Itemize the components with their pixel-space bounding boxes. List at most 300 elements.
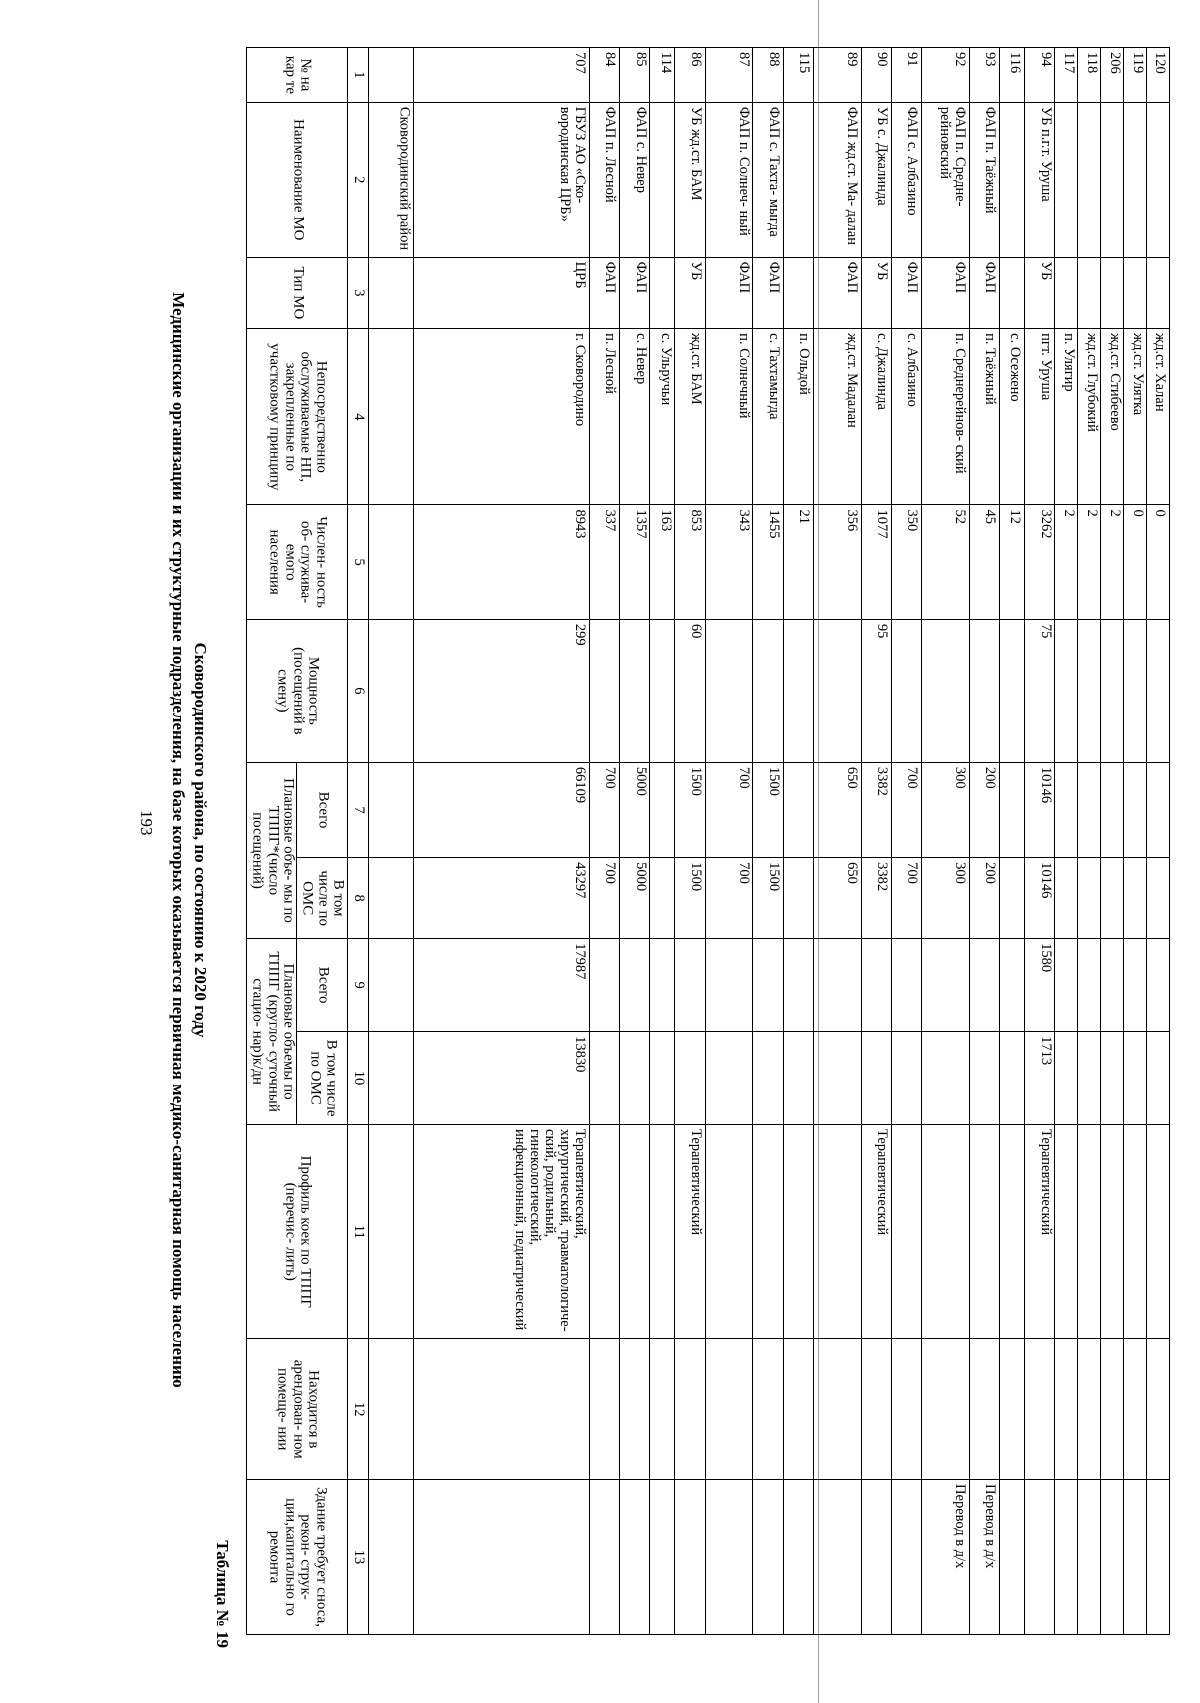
- table-cell: [999, 1032, 1024, 1125]
- table-cell: [1055, 858, 1078, 939]
- table-cell: [705, 1032, 753, 1125]
- table-cell: с. Тахтамыгда: [753, 329, 783, 505]
- table-cell: 299: [413, 619, 589, 762]
- table-cell: [1124, 762, 1147, 857]
- table-cell: [1146, 257, 1169, 328]
- table-cell: 116: [999, 48, 1024, 103]
- table-cell: УБ: [1025, 257, 1055, 328]
- table-row: [753, 48, 783, 1635]
- table-cell: [813, 1032, 861, 1125]
- table-cell: жд.ст. Улятка: [1124, 329, 1147, 505]
- table-cell: 1713: [1025, 1032, 1055, 1125]
- table-cell: 60: [675, 619, 705, 762]
- table-cell: 1580: [1025, 939, 1055, 1032]
- table-cell: 1500: [753, 762, 783, 857]
- table-cell: [861, 1339, 891, 1480]
- table-cell: [969, 1339, 999, 1480]
- table-cell: [783, 1032, 813, 1125]
- header-visits-oms: В том числе по ОМС: [297, 858, 347, 939]
- table-row: [999, 48, 1024, 1635]
- table-cell: [813, 939, 861, 1032]
- table-cell: [783, 1339, 813, 1480]
- table-cell: [1101, 762, 1124, 857]
- table-cell: [783, 858, 813, 939]
- table-cell: [1078, 858, 1101, 939]
- table-row: [969, 48, 999, 1635]
- table-cell: Терапевтический, хирургический, травматологиче- ский, родильный, гинекологический, инфекционный, педиатрический: [413, 1125, 589, 1339]
- table-cell: 90: [861, 48, 891, 103]
- table-cell: [368, 619, 413, 762]
- table-cell: УБ: [675, 257, 705, 328]
- table-cell: ФАП п. Солнеч- ный: [705, 102, 753, 257]
- table-row: [675, 48, 705, 1635]
- table-cell: [999, 1125, 1024, 1339]
- table-cell: 21: [783, 505, 813, 619]
- table-cell: [1101, 102, 1124, 257]
- table-cell: 5000: [620, 858, 650, 939]
- table-cell: ФАП жд.ст. Ма- далан: [813, 102, 861, 257]
- table-cell: [783, 619, 813, 762]
- table-cell: [1146, 939, 1169, 1032]
- table-cell: ФАП: [969, 257, 999, 328]
- header-bed-profile: Профиль коек по ТППГ (перечис- лить): [247, 1125, 348, 1339]
- table-cell: [999, 858, 1024, 939]
- column-number: 9: [347, 939, 368, 1032]
- table-cell: [368, 1125, 413, 1339]
- table-cell: ФАП: [705, 257, 753, 328]
- table-cell: [1055, 1480, 1078, 1635]
- table-row: [783, 48, 813, 1635]
- table-cell: жд.ст. Стибеево: [1101, 329, 1124, 505]
- table-cell: п. Среднерейнов- ский: [921, 329, 969, 505]
- table-cell: 84: [589, 48, 619, 103]
- column-number-row: [347, 48, 368, 1635]
- table-cell: [783, 762, 813, 857]
- table-cell: 700: [589, 858, 619, 939]
- table-cell: 89: [813, 48, 861, 103]
- table-cell: УБ п.г.т. Уруша: [1025, 102, 1055, 257]
- table-row: [861, 48, 891, 1635]
- table-cell: [1101, 1339, 1124, 1480]
- table-cell: [1101, 939, 1124, 1032]
- table-cell: [1124, 1032, 1147, 1125]
- column-number: 10: [347, 1032, 368, 1125]
- table-cell: [368, 505, 413, 619]
- table-cell: [413, 1339, 589, 1480]
- header-mo-name: Наименование МО: [247, 102, 348, 257]
- table-cell: ФАП п. Средне- рейновский: [921, 102, 969, 257]
- table-cell: [813, 1339, 861, 1480]
- table-cell: [1055, 939, 1078, 1032]
- table-cell: ФАП с. Невер: [620, 102, 650, 257]
- table-cell: [1078, 257, 1101, 328]
- table-cell: пгт. Уруша: [1025, 329, 1055, 505]
- table-cell: 163: [650, 505, 675, 619]
- table-cell: 200: [969, 762, 999, 857]
- header-hospital-group: Плановые объемы по ТППГ (кругло- суточный стацио- нар)к/дн: [247, 939, 297, 1125]
- table-cell: [1124, 1339, 1147, 1480]
- table-cell: [1078, 1480, 1101, 1635]
- table-cell: 8943: [413, 505, 589, 619]
- table-cell: [650, 1480, 675, 1635]
- table-cell: 118: [1078, 48, 1101, 103]
- table-cell: 117: [1055, 48, 1078, 103]
- table-cell: Терапевтический: [861, 1125, 891, 1339]
- table-cell: [1124, 257, 1147, 328]
- table-cell: [368, 1480, 413, 1635]
- table-cell: ФАП: [620, 257, 650, 328]
- table-cell: [1055, 1032, 1078, 1125]
- table-cell: [589, 1125, 619, 1339]
- table-cell: [368, 858, 413, 939]
- table-cell: [1101, 1125, 1124, 1339]
- table-cell: 300: [921, 858, 969, 939]
- table-cell: 17987: [413, 939, 589, 1032]
- table-cell: [1078, 619, 1101, 762]
- table-cell: [783, 1480, 813, 1635]
- table-cell: 87: [705, 48, 753, 103]
- table-cell: 700: [705, 762, 753, 857]
- header-visits-group: Плановые объе- мы по ТППГ*(число посещений): [247, 762, 297, 938]
- column-number: 1: [347, 48, 368, 103]
- table-cell: УБ с. Джалинда: [861, 102, 891, 257]
- table-cell: 10146: [1025, 858, 1055, 939]
- table-cell: [999, 762, 1024, 857]
- table-cell: [675, 1339, 705, 1480]
- table-cell: [368, 48, 413, 103]
- table-cell: [705, 1339, 753, 1480]
- table-row: [1055, 48, 1078, 1635]
- table-cell: 700: [589, 762, 619, 857]
- table-cell: [1101, 1480, 1124, 1635]
- table-cell: [753, 1125, 783, 1339]
- table-cell: УБ жд.ст. БАМ: [675, 102, 705, 257]
- table-cell: 0: [1146, 505, 1169, 619]
- table-cell: [620, 619, 650, 762]
- table-cell: 853: [675, 505, 705, 619]
- table-cell: 52: [921, 505, 969, 619]
- table-cell: [650, 1125, 675, 1339]
- table-cell: п. Таёжный: [969, 329, 999, 505]
- table-cell: [589, 939, 619, 1032]
- table-cell: [999, 257, 1024, 328]
- table-cell: [1146, 619, 1169, 762]
- table-cell: [921, 1032, 969, 1125]
- table-cell: 10146: [1025, 762, 1055, 857]
- header-visits-total: Всего: [297, 762, 347, 857]
- table-cell: [1078, 939, 1101, 1032]
- table-cell: [589, 1480, 619, 1635]
- table-cell: [999, 939, 1024, 1032]
- table-cell: [1146, 1339, 1169, 1480]
- table-cell: 343: [705, 505, 753, 619]
- table-cell: [969, 1125, 999, 1339]
- facilities-table: [246, 47, 1170, 1635]
- table-cell: с. Джалинда: [861, 329, 891, 505]
- table-cell: [861, 1480, 891, 1635]
- table-cell: 1455: [753, 505, 783, 619]
- table-cell: Перевод в д/х: [969, 1480, 999, 1635]
- table-cell: [921, 619, 969, 762]
- table-cell: ФАП: [891, 257, 921, 328]
- table-cell: [891, 939, 921, 1032]
- table-cell: [1055, 619, 1078, 762]
- table-cell: [753, 1339, 783, 1480]
- table-cell: [705, 619, 753, 762]
- table-cell: [1124, 619, 1147, 762]
- table-cell: г. Сковородино: [413, 329, 589, 505]
- table-cell: [861, 939, 891, 1032]
- table-cell: [650, 939, 675, 1032]
- table-cell: 75: [1025, 619, 1055, 762]
- document-subtitle: Сковородинского района, по состоянию к 2020 году: [191, 642, 210, 1038]
- table-cell: [753, 1480, 783, 1635]
- table-cell: [1078, 1125, 1101, 1339]
- table-cell: 3262: [1025, 505, 1055, 619]
- table-cell: [650, 1032, 675, 1125]
- table-cell: [368, 1032, 413, 1125]
- table-cell: [969, 939, 999, 1032]
- table-cell: 12: [999, 505, 1024, 619]
- table-cell: с. Невер: [620, 329, 650, 505]
- column-number: 11: [347, 1125, 368, 1339]
- table-cell: [1146, 1480, 1169, 1635]
- table-cell: 0: [1124, 505, 1147, 619]
- table-cell: 95: [861, 619, 891, 762]
- table-cell: 3382: [861, 762, 891, 857]
- table-cell: Сковородинский район: [368, 102, 413, 257]
- table-cell: [589, 1032, 619, 1125]
- table-cell: [368, 939, 413, 1032]
- header-capacity: Мощность (посещений в смену): [247, 619, 348, 762]
- table-cell: 43297: [413, 858, 589, 939]
- table-cell: [1146, 1125, 1169, 1339]
- table-cell: 85: [620, 48, 650, 103]
- header-map-number: № на кар те: [247, 48, 348, 103]
- table-cell: [891, 1339, 921, 1480]
- table-cell: [891, 1480, 921, 1635]
- table-cell: [1078, 1339, 1101, 1480]
- table-cell: 1500: [675, 762, 705, 857]
- table-row: [413, 48, 589, 1635]
- table-cell: [1025, 1480, 1055, 1635]
- table-cell: [1055, 1339, 1078, 1480]
- table-cell: 337: [589, 505, 619, 619]
- table-cell: [753, 1032, 783, 1125]
- table-cell: [650, 102, 675, 257]
- table-cell: [1146, 762, 1169, 857]
- table-cell: 650: [813, 858, 861, 939]
- table-cell: ФАП п. Лесной: [589, 102, 619, 257]
- header-repair-needed: Здание требует сноса, рекон- струк- ции,капитально го ремонта: [247, 1480, 348, 1635]
- table-cell: [783, 939, 813, 1032]
- table-cell: [1124, 102, 1147, 257]
- table-cell: 119: [1124, 48, 1147, 103]
- table-cell: 206: [1101, 48, 1124, 103]
- table-cell: [891, 619, 921, 762]
- header-hospital-oms: В том числе по ОМС: [297, 1032, 347, 1125]
- table-cell: [1055, 1125, 1078, 1339]
- table-cell: [1124, 1125, 1147, 1339]
- table-cell: [891, 1125, 921, 1339]
- table-cell: 120: [1146, 48, 1169, 103]
- table-cell: 92: [921, 48, 969, 103]
- table-cell: [368, 329, 413, 505]
- header-rented: Находится в арендован- ном помеще- нии: [247, 1339, 348, 1480]
- table-cell: 66109: [413, 762, 589, 857]
- table-cell: [620, 1032, 650, 1125]
- table-cell: жд.ст. Мадалан: [813, 329, 861, 505]
- table-cell: [1146, 858, 1169, 939]
- table-row: [589, 48, 619, 1635]
- table-cell: жд.ст. Глубокий: [1078, 329, 1101, 505]
- table-cell: 300: [921, 762, 969, 857]
- table-cell: [413, 1480, 589, 1635]
- table-cell: [999, 1480, 1024, 1635]
- column-number: 13: [347, 1480, 368, 1635]
- table-cell: [1101, 1032, 1124, 1125]
- table-cell: [1124, 1480, 1147, 1635]
- table-cell: [620, 1480, 650, 1635]
- table-cell: [783, 1125, 813, 1339]
- table-cell: [675, 1032, 705, 1125]
- table-cell: [783, 102, 813, 257]
- table-cell: [650, 257, 675, 328]
- table-cell: ФАП п. Таёжный: [969, 102, 999, 257]
- table-cell: [813, 1480, 861, 1635]
- table-cell: [921, 939, 969, 1032]
- table-cell: 45: [969, 505, 999, 619]
- table-cell: Перевод в д/х: [921, 1480, 969, 1635]
- table-cell: [368, 762, 413, 857]
- table-cell: 2: [1101, 505, 1124, 619]
- table-cell: 91: [891, 48, 921, 103]
- table-cell: жд.ст. БАМ: [675, 329, 705, 505]
- table-cell: [1101, 619, 1124, 762]
- table-cell: [1124, 939, 1147, 1032]
- table-cell: [1055, 102, 1078, 257]
- table-cell: [1025, 1339, 1055, 1480]
- table-cell: ФАП: [813, 257, 861, 328]
- table-cell: [1124, 858, 1147, 939]
- table-cell: [705, 1480, 753, 1635]
- table-body: [368, 48, 1170, 1635]
- table-cell: [650, 1339, 675, 1480]
- table-label: Таблица № 19: [213, 1540, 232, 1648]
- table-cell: [705, 1125, 753, 1339]
- column-number: 2: [347, 102, 368, 257]
- table-cell: 1077: [861, 505, 891, 619]
- column-number: 6: [347, 619, 368, 762]
- column-number: 3: [347, 257, 368, 328]
- header-hospital-total: Всего: [297, 939, 347, 1032]
- table-cell: [1055, 257, 1078, 328]
- table-cell: [368, 1339, 413, 1480]
- table-cell: ЦРБ: [413, 257, 589, 328]
- table-cell: 115: [783, 48, 813, 103]
- table-cell: [589, 619, 619, 762]
- table-cell: [999, 619, 1024, 762]
- table-row: [891, 48, 921, 1635]
- column-number: 5: [347, 505, 368, 619]
- table-row: [368, 48, 413, 1635]
- table-cell: [620, 939, 650, 1032]
- table-cell: с. Ульручьи: [650, 329, 675, 505]
- table-cell: ГБУЗ АО «Ско- вородинская ЦРБ»: [413, 102, 589, 257]
- table-cell: [368, 257, 413, 328]
- table-cell: [589, 1339, 619, 1480]
- table-cell: 13830: [413, 1032, 589, 1125]
- table-cell: п. Солнечный: [705, 329, 753, 505]
- table-cell: [813, 1125, 861, 1339]
- table-cell: 1500: [675, 858, 705, 939]
- table-cell: ФАП с. Албазино: [891, 102, 921, 257]
- table-cell: ФАП: [921, 257, 969, 328]
- table-cell: [675, 1480, 705, 1635]
- table-row: [650, 48, 675, 1635]
- table-cell: с. Осежено: [999, 329, 1024, 505]
- table-cell: [753, 939, 783, 1032]
- table-cell: ФАП с. Тахта- мыгда: [753, 102, 783, 257]
- header-mo-type: Тип МО: [247, 257, 348, 328]
- document-title: Медицинские организации и их структурные подразделения, на базе которых оказывается первичная медико-санитарная помощь населению: [169, 292, 188, 1388]
- column-number: 8: [347, 858, 368, 939]
- table-cell: 1500: [753, 858, 783, 939]
- table-cell: жд.ст. Халан: [1146, 329, 1169, 505]
- table-row: [1101, 48, 1124, 1635]
- table-cell: [753, 619, 783, 762]
- table-cell: 3382: [861, 858, 891, 939]
- column-number: 12: [347, 1339, 368, 1480]
- table-row: [705, 48, 753, 1635]
- header-served-settlements: Непосредственно обслуживаемые НП, закрепленные по участковому принципу: [247, 329, 348, 505]
- table-cell: [783, 257, 813, 328]
- table-cell: [620, 1125, 650, 1339]
- table-cell: [999, 1339, 1024, 1480]
- table-cell: 200: [969, 858, 999, 939]
- table-cell: УБ: [861, 257, 891, 328]
- table-cell: с. Албазино: [891, 329, 921, 505]
- table-cell: 5000: [620, 762, 650, 857]
- table-cell: 700: [705, 858, 753, 939]
- table-cell: [1078, 762, 1101, 857]
- table-cell: [650, 858, 675, 939]
- table-cell: п. Ольдой: [783, 329, 813, 505]
- table-cell: [969, 1032, 999, 1125]
- table-cell: [921, 1339, 969, 1480]
- column-number: 7: [347, 762, 368, 857]
- page-number: 193: [137, 810, 156, 836]
- table-cell: [999, 102, 1024, 257]
- table-cell: 94: [1025, 48, 1055, 103]
- table-cell: 700: [891, 858, 921, 939]
- rotated-sheet: [100, 20, 1190, 1660]
- table-row: [1025, 48, 1055, 1635]
- table-cell: [1078, 102, 1101, 257]
- table-cell: 650: [813, 762, 861, 857]
- table-cell: п. Лесной: [589, 329, 619, 505]
- table-cell: [1146, 102, 1169, 257]
- table-cell: [1101, 858, 1124, 939]
- table-cell: 707: [413, 48, 589, 103]
- table-cell: [650, 762, 675, 857]
- table-cell: [1146, 1032, 1169, 1125]
- table-cell: 114: [650, 48, 675, 103]
- table-cell: [861, 1032, 891, 1125]
- table-cell: [705, 939, 753, 1032]
- header-population: Числен- ность об- служива- емого населения: [247, 505, 348, 619]
- table-row: [1146, 48, 1169, 1635]
